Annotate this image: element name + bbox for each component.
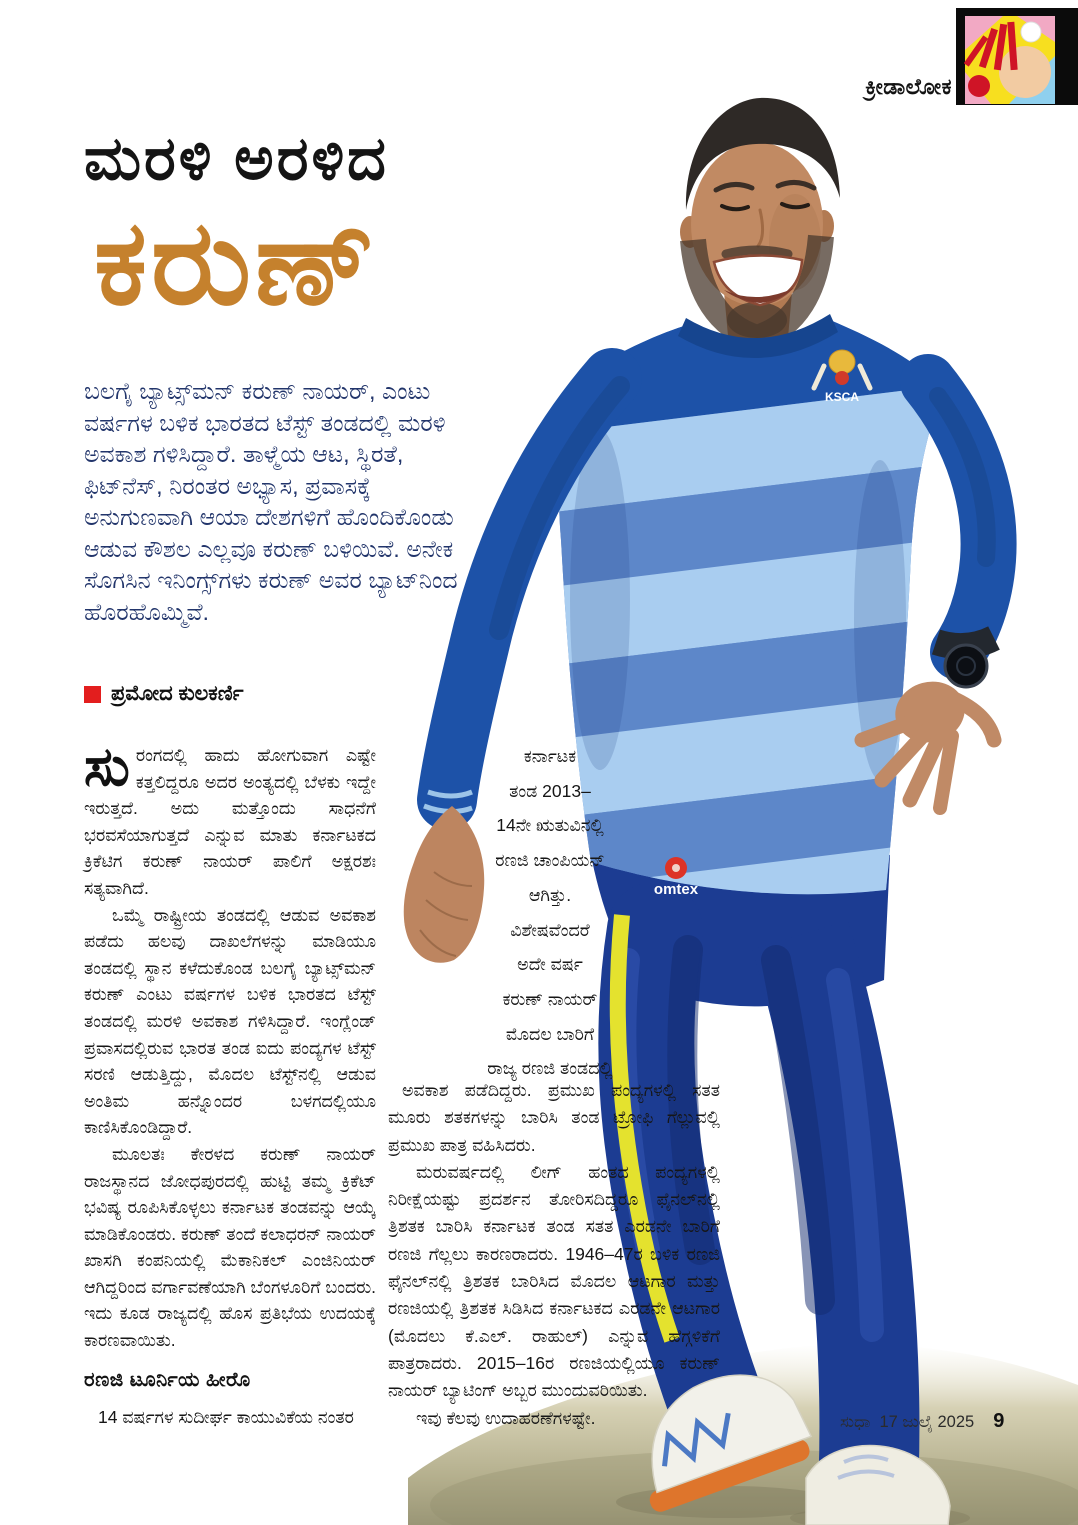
wrapped-line: ಕರುಣ್ ನಾಯರ್: [502, 988, 598, 1009]
headline-line1: ಮರಳಿ ಅರಳಿದ: [84, 125, 389, 192]
body-paragraph: ಇವು ಕೆಲವು ಉದಾಹರಣೆಗಳಷ್ಟೇ.: [416, 1407, 596, 1428]
body-column-middle-narrow: [452, 739, 648, 1086]
wrapped-line: ಕರ್ನಾಟಕ: [523, 746, 577, 766]
body-paragraph: ಅವಕಾಶ ಪಡೆದಿದ್ದರು. ಪ್ರಮುಖ ಪಂದ್ಯಗಳಲ್ಲಿ ಸತತ ಮೂರು ಶತಕಗಳನ್ನು ಬಾರಿಸಿ ತಂಡ ಟ್ರೋಫಿ ಗೆಲ್ಲುವಲ್ಲಿ ಪ್ರಮುಖ ಪಾತ್ರ ವಹಿಸಿದರು.: [388, 1080, 720, 1155]
wrapped-line: ತಂಡ 2013–: [509, 780, 591, 801]
wrapped-line: ರಾಜ್ಯ ರಣಜಿ ತಂಡದಲ್ಲಿ: [487, 1058, 613, 1079]
byline-bullet-icon: [84, 686, 101, 703]
body-paragraph: ಮರುವರ್ಷದಲ್ಲಿ ಲೀಗ್ ಹಂತದ ಪಂದ್ಯಗಳಲ್ಲಿ ನಿರೀಕ್ಷೆಯಷ್ಟು ಪ್ರದರ್ಶನ ತೋರಿಸದಿದ್ದರೂ ಫೈನಲ್‌ನಲ್ಲಿ ತ್ರಿಶತಕ ಬಾರಿಸಿ ಕರ್ನಾಟಕ ತಂಡ ಸತತ ಎರಡನೇ ಬಾರಿಗೆ ರಣಜಿ ಗೆಲ್ಲಲು ಕಾರಣರಾದರು. 1946–47ರ ಬಳಿಕ ರಣಜಿ ಫೈನಲ್‌ನಲ್ಲಿ ತ್ರಿಶತಕ ಬಾರಿಸಿದ ಮೊದಲ ಆಟಗಾರ ಮತ್ತು ರಣಜಿಯಲ್ಲಿ ತ್ರಿಶತಕ ಸಿಡಿಸಿದ ಕರ್ನಾಟಕದ ಎರಡನೇ ಆಟಗಾರ (ಮೊದಲು ಕೆ.ಎಲ್. ರಾಹುಲ್) ಎನ್ನುವ ಹೆಗ್ಗಳಿಕೆಗೆ ಪಾತ್ರರಾದರು. 2015–16ರ ರಣಜಿಯಲ್ಲಿಯೂ ಕರುಣ್ ನಾಯರ್ ಬ್ಯಾಟಿಂಗ್ ಅಬ್ಬರ ಮುಂದುವರಿಯಿತು.: [388, 1161, 720, 1401]
svg-text:omtex: omtex: [653, 881, 699, 898]
body-column-left: [84, 737, 376, 1431]
wrapped-line: ಮೊದಲ ಬಾರಿಗೆ: [505, 1023, 595, 1044]
wrapped-line: ಆಗಿತ್ತು.: [528, 884, 572, 905]
svg-text:KSCA: KSCA: [824, 390, 860, 404]
wrapped-line: ಅದೇ ವರ್ಷ: [517, 954, 583, 975]
byline: [84, 682, 244, 706]
issue-date: 17 ಜುಲೈ 2025: [879, 1413, 975, 1431]
headline-line2: ಕರುಣ್: [94, 197, 379, 329]
section-icon-box: [956, 8, 1078, 105]
page-footer: [840, 1410, 1004, 1433]
subheading: ರಣಜಿ ಟೂರ್ನಿಯ ಹೀರೊ: [84, 1368, 251, 1391]
wristwatch: [945, 645, 987, 687]
body-paragraph: 14 ವರ್ಷಗಳ ಸುದೀರ್ಘ ಕಾಯುವಿಕೆಯ ನಂತರ: [98, 1407, 354, 1428]
body-column-middle-wide: [388, 1077, 720, 1432]
wrapped-line: ರಣಜಿ ಚಾಂಪಿಯನ್: [495, 850, 605, 871]
magazine-name: ಸುಧಾ: [840, 1413, 871, 1431]
body-paragraph: ಸುರಂಗದಲ್ಲಿ ಹಾದು ಹೋಗುವಾಗ ಎಷ್ಟೇ ಕತ್ತಲಿದ್ದರೂ ಅದರ ಅಂತ್ಯದಲ್ಲಿ ಬೆಳಕು ಇದ್ದೇ ಇರುತ್ತದೆ. ಅದು ಮತ್ತೊಂದು ಸಾಧನೆಗೆ ಭರವಸೆಯಾಗುತ್ತದೆ ಎನ್ನುವ ಮಾತು ಕರ್ನಾಟಕದ ಕ್ರಿಕೆಟಿಗ ಕರುಣ್ ನಾಯರ್ ಪಾಲಿಗೆ ಅಕ್ಷರಶಃ ಸತ್ಯವಾಗಿದೆ.: [84, 737, 376, 898]
section-label: ಕ್ರೀಡಾಲೋಕ: [865, 74, 952, 99]
drop-cap: ಸು: [84, 737, 130, 797]
wrapped-line: ವಿಶೇಷವೆಂದರೆ: [510, 919, 590, 940]
intro-blurb: ಬಲಗೈ ಬ್ಯಾಟ್ಸ್‌ಮನ್ ಕರುಣ್ ನಾಯರ್, ಎಂಟು ವರ್ಷಗಳ ಬಳಿಕ ಭಾರತದ ಟೆಸ್ಟ್ ತಂಡದಲ್ಲಿ ಮರಳಿ ಅವಕಾಶ ಗಳಿಸಿದ್ದಾರೆ. ತಾಳ್ಮೆಯ ಆಟ, ಸ್ಥಿರತೆ, ಫಿಟ್‌ನೆಸ್, ನಿರಂತರ ಅಭ್ಯಾಸ, ಪ್ರವಾಸಕ್ಕೆ ಅನುಗುಣವಾಗಿ ಆಯಾ ದೇಶಗಳಿಗೆ ಹೊಂದಿಕೊಂಡು ಆಡುವ ಕೌಶಲ ಎಲ್ಲವೂ ಕರುಣ್ ಬಳಿಯಿವೆ. ಅನೇಕ ಸೊಗಸಿನ ಇನಿಂಗ್ಸ್‌ಗಳು ಕರುಣ್ ಅವರ ಬ್ಯಾಟ್‌ನಿಂದ ಹೊರಹೊಮ್ಮಿವೆ.: [84, 378, 458, 625]
page-number: 9: [993, 1410, 1005, 1432]
body-paragraph: ಮೂಲತಃ ಕೇರಳದ ಕರುಣ್ ನಾಯರ್ ರಾಜಸ್ಥಾನದ ಜೋಧಪುರದಲ್ಲಿ ಹುಟ್ಟಿ ತಮ್ಮ ಕ್ರಿಕೆಟ್ ಭವಿಷ್ಯ ರೂಪಿಸಿಕೊಳ್ಳಲು ಕರ್ನಾಟಕ ತಂಡವನ್ನು ಆಯ್ಕೆ ಮಾಡಿಕೊಂಡರು. ಕರುಣ್ ತಂದೆ ಕಲಾಧರನ್ ನಾಯರ್ ಖಾಸಗಿ ಕಂಪನಿಯಲ್ಲಿ ಮೆಕಾನಿಕಲ್ ಎಂಜಿನಿಯರ್ ಆಗಿದ್ದರಿಂದ ವರ್ಗಾವಣೆಯಾಗಿ ಬೆಂಗಳೂರಿಗೆ ಬಂದರು. ಇದು ಕೂಡ ರಾಜ್ಯದಲ್ಲಿ ಹೊಸ ಪ್ರತಿಭೆಯ ಉದಯಕ್ಕೆ ಕಾರಣವಾಯಿತು.: [84, 1143, 376, 1351]
player-head: [680, 98, 840, 345]
body-paragraph: ಒಮ್ಮೆ ರಾಷ್ಟ್ರೀಯ ತಂಡದಲ್ಲಿ ಆಡುವ ಅವಕಾಶ ಪಡೆದು ಹಲವು ದಾಖಲೆಗಳನ್ನು ಮಾಡಿಯೂ ತಂಡದಲ್ಲಿ ಸ್ಥಾನ ಕಳೆದುಕೊಂಡ ಬಲಗೈ ಬ್ಯಾಟ್ಸ್‌ಮನ್ ಕರುಣ್ ಎಂಟು ವರ್ಷಗಳ ಬಳಿಕ ಭಾರತದ ಟೆಸ್ಟ್ ತಂಡದಲ್ಲಿ ಮರಳಿ ಅವಕಾಶ ಗಳಿಸಿದ್ದಾರೆ. ಇಂಗ್ಲೆಂಡ್ ಪ್ರವಾಸದಲ್ಲಿರುವ ಭಾರತ ತಂಡ ಐದು ಪಂದ್ಯಗಳ ಟೆಸ್ಟ್ ಸರಣಿ ಆಡುತ್ತಿದ್ದು, ಮೊದಲ ಟೆಸ್ಟ್‌ನಲ್ಲಿ ಆಡುವ ಅಂತಿಮ ಹನ್ನೊಂದರ ಬಳಗದಲ್ಲಿಯೂ ಕಾಣಿಸಿಕೊಂಡಿದ್ದಾರೆ.: [84, 904, 376, 1138]
wrapped-line: 14ನೇ ಋತುವಿನಲ್ಲಿ: [496, 815, 604, 836]
byline-author: ಪ್ರಮೋದ ಕುಲಕರ್ಣಿ: [111, 682, 244, 705]
cricket-section-icon: [964, 16, 1056, 104]
